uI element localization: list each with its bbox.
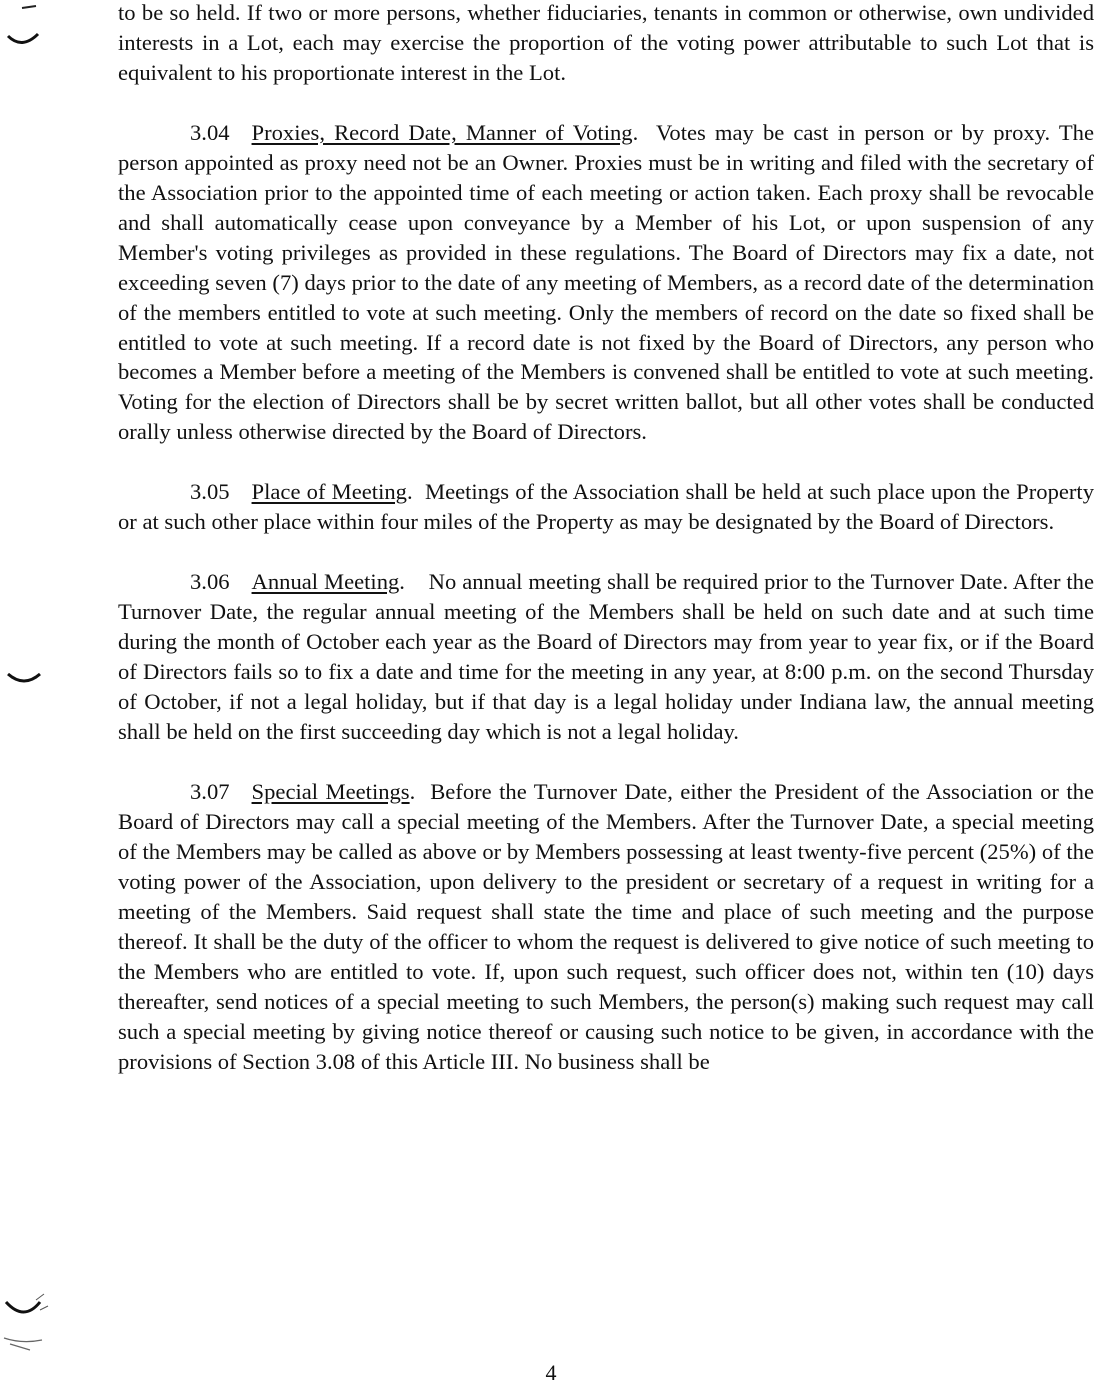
section-number: 3.06 [190,569,230,595]
section-3-06: 3.06 Annual Meeting. No annual meeting shall be required prior to the Turnover Date. After the Turnover Date, the regular annual meeting of the Members shall be held on such date and at such time during the month of October each year as the Board of Directors may from year to year fix, or if the Board of Directors fails so to fix a date and time for the meeting in any year, at 8:00 p.m. on the second Thursday of October, if not a legal holiday, but if that day is a legal holiday under Indiana law, the annual meeting shall be held on the first succeeding day which is not a legal holiday. [118,569,1094,745]
section-heading: Special Meetings [251,778,410,804]
section-number: 3.07 [190,778,230,804]
section-number: 3.05 [190,479,230,505]
section-heading: Annual Meeting [251,569,400,595]
section-body: No annual meeting shall be required prior to the Turnover Date. After the Turnover Date, the regular annual meeting of the Members shall be held on such date and at such time during the month of October each year as the Board of Directors may from year to year fix, or if the Board of Directors fails so to fix a date and time for the meeting in any year, at 8:00 p.m. on the second Thursday of October, if not a legal holiday, but if that day is a legal holiday under Indiana law, the annual meeting shall be held on the first succeeding day which is not a legal holiday. [118,569,1094,745]
section-3-07: 3.07 Special Meetings. Before the Turnover Date, either the President of the Association or the Board of Directors may call a special meeting of the Members. After the Turnover Date, a special meeting of the Members may be called as above or by Members possessing at least twenty-five percent (25%) of the voting power of the Association, upon delivery to the president or secretary of a request in writing for a meeting of the Members. Said request shall state the time and place of such meeting and the purpose thereof. It shall be the duty of the officer to whom the request is delivered to give notice of such meeting to the Members who are entitled to vote. If, upon such request, such officer does not, within ten (10) days thereafter, send notices of a special meeting to such Members, the person(s) making such request may call such a special meeting by giving notice thereof or causing such notice to be given, in accordance with the provisions of Section 3.08 of this Article III. No business shall be [118,778,1094,1074]
section-3-05: 3.05 Place of Meeting. Meetings of the Association shall be held at such place upon the Property or at such other place within four miles of the Property as may be designated by the Board of Directors. [118,479,1094,535]
section-3-04: 3.04 Proxies, Record Date, Manner of Voting. Votes may be cast in person or by proxy. The person appointed as proxy need not be an Owner. Proxies must be in writing and filed with the secretary of the Association prior to the appointed time of each meeting or action taken. Each proxy shall be revocable and shall automatically cease upon conveyance by a Member of his Lot, or upon suspension of any Member's voting privileges as provided in these regulations. The Board of Directors may fix a date, not exceeding seven (7) days prior to the date of any meeting of Members, as a record date of the determination of the members entitled to vote at such meeting. Only the members of record on the date so fixed shall be entitled to vote at such meeting. If a record date is not fixed by the Board of Directors, any person who becomes a Member before a meeting of the Members is convened shall be entitled to vote at such meeting. Voting for the election of Directors shall be by secret written ballot, but all other votes shall be conducted orally unless otherwise directed by the Board of Directors. [118,119,1094,445]
continuation-paragraph: to be so held. If two or more persons, whether fiduciaries, tenants in common or otherwise, own undivided interests in a Lot, each may exercise the proportion of the voting power attributable to such Lot that is equivalent to his proportionate interest in the Lot. [118,0,1094,85]
page-number: 4 [545,1360,557,1385]
margin-hole-mark-top [0,0,60,60]
section-body: Votes may be cast in person or by proxy. The person appointed as proxy need not be an Owner. Proxies must be in writing and filed with the secretary of the Association prior to the appointed time of each meeting or action taken. Each proxy shall be revocable and shall automatically cease upon conveyance by a Member of his Lot, or upon suspension of any Member's voting privileges as provided in these regulations. The Board of Directors may fix a date, not exceeding seven (7) days prior to the date of any meeting of Members, as a record date of the determination of the members entitled to vote at such meeting. Only the members of record on the date so fixed shall be entitled to vote at such meeting. If a record date is not fixed by the Board of Directors, any person who becomes a Member before a meeting of the Members is convened shall be entitled to vote at such meeting. Voting for the election of Directors shall be by secret written ballot, but all other votes shall be conducted orally unless otherwise directed by the Board of Directors. [118,119,1094,445]
margin-hole-mark-bottom [0,1280,64,1360]
section-heading: Proxies, Record Date, Manner of Voting [251,119,633,145]
section-number: 3.04 [190,119,230,145]
section-heading: Place of Meeting [251,479,407,505]
section-body: Meetings of the Association shall be held at such place upon the Property or at such other place within four miles of the Property as may be designated by the Board of Directors. [118,479,1094,535]
margin-hole-mark-middle [0,660,60,700]
document-page [118,0,1094,1077]
section-body: Before the Turnover Date, either the President of the Association or the Board of Directors may call a special meeting of the Members. After the Turnover Date, a special meeting of the Members may be called as above or by Members possessing at least twenty-five percent (25%) of the voting power of the Association, upon delivery to the president or secretary of a request in writing for a meeting of the Members. Said request shall state the time and place of such meeting and the purpose thereof. It shall be the duty of the officer to whom the request is delivered to give notice of such meeting to the Members who are entitled to vote. If, upon such request, such officer does not, within ten (10) days thereafter, send notices of a special meeting to such Members, the person(s) making such request may call such a special meeting by giving notice thereof or causing such notice to be given, in accordance with the provisions of Section 3.08 of this Article III. No business shall be [118,778,1094,1074]
